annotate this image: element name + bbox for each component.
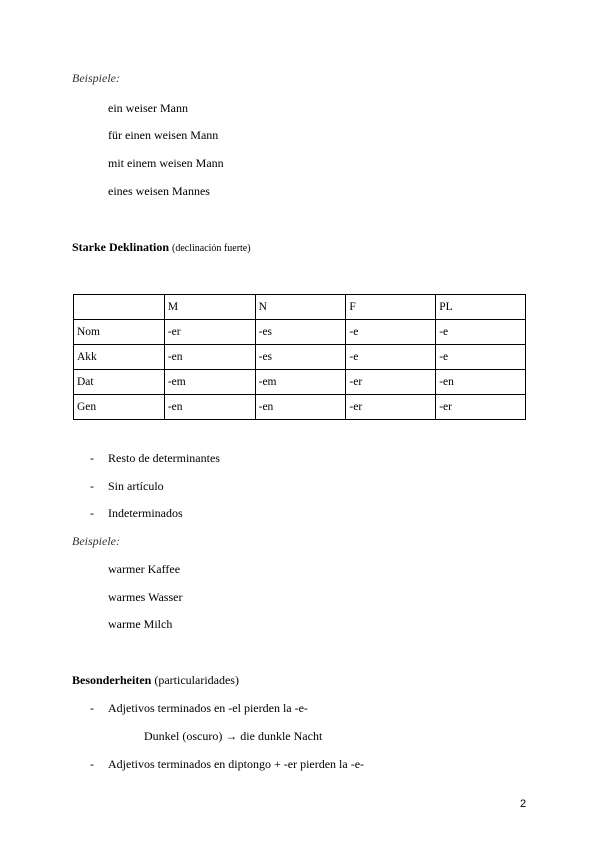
examples-heading: Beispiele:	[72, 71, 120, 85]
table-cell: -es	[255, 345, 346, 370]
list-dash: -	[90, 506, 94, 520]
table-header-cell: PL	[436, 295, 526, 320]
table-header-cell: N	[255, 295, 346, 320]
list-item: Sin artículo	[108, 479, 164, 493]
table-row	[74, 320, 526, 345]
example-item: warmer Kaffee	[108, 562, 181, 576]
section-title: Besonderheiten	[72, 673, 152, 687]
table-cell: Gen	[74, 395, 165, 420]
example-item: eines weisen Mannes	[108, 184, 210, 198]
page-number: 2	[520, 798, 527, 810]
example-item: warmes Wasser	[108, 590, 183, 604]
section-subtitle: (particularidades)	[154, 673, 239, 687]
table-row	[74, 345, 526, 370]
table-row	[74, 395, 526, 420]
table-header-row	[74, 295, 526, 320]
table-cell: -e	[436, 345, 526, 370]
table-cell: -en	[255, 395, 346, 420]
table-cell: -en	[436, 370, 526, 395]
list-item: Adjetivos terminados en -el pierden la -e-	[108, 701, 308, 715]
list-dash: -	[90, 701, 94, 715]
list-item: Resto de determinantes	[108, 451, 220, 465]
list-dash: -	[90, 757, 94, 771]
table-header-cell: M	[164, 295, 255, 320]
table-cell: -en	[164, 345, 255, 370]
table-cell: -e	[436, 320, 526, 345]
example-item: für einen weisen Mann	[108, 128, 219, 142]
table-cell: -er	[346, 395, 436, 420]
table-cell: Dat	[74, 370, 165, 395]
table-cell: -en	[164, 395, 255, 420]
table-row	[74, 370, 526, 395]
table-header-cell	[74, 295, 165, 320]
list-item: Adjetivos terminados en diptongo + -er pierden la -e-	[108, 757, 365, 771]
table-cell: -er	[164, 320, 255, 345]
list-dash: -	[90, 479, 94, 493]
section-heading-strong	[72, 240, 251, 255]
table-cell: -em	[164, 370, 255, 395]
table-cell: -es	[255, 320, 346, 345]
table-cell: Nom	[74, 320, 165, 345]
section-heading-special	[72, 673, 239, 688]
table-cell: -em	[255, 370, 346, 395]
example-item: mit einem weisen Mann	[108, 156, 224, 170]
table-cell: -e	[346, 320, 436, 345]
list-dash: -	[90, 451, 94, 465]
examples-heading: Beispiele:	[72, 534, 120, 548]
section-subtitle: (declinación fuerte)	[172, 243, 251, 254]
declension-table	[73, 294, 526, 420]
table-header-cell: F	[346, 295, 436, 320]
section-title: Starke Deklination	[72, 240, 170, 254]
table-cell: -er	[436, 395, 526, 420]
example-item: Dunkel (oscuro) → die dunkle Nacht	[144, 729, 323, 743]
list-item: Indeterminados	[108, 506, 183, 520]
example-item: ein weiser Mann	[108, 101, 188, 115]
table-cell: -er	[346, 370, 436, 395]
table-cell: Akk	[74, 345, 165, 370]
table-cell: -e	[346, 345, 436, 370]
example-item: warme Milch	[108, 617, 173, 631]
